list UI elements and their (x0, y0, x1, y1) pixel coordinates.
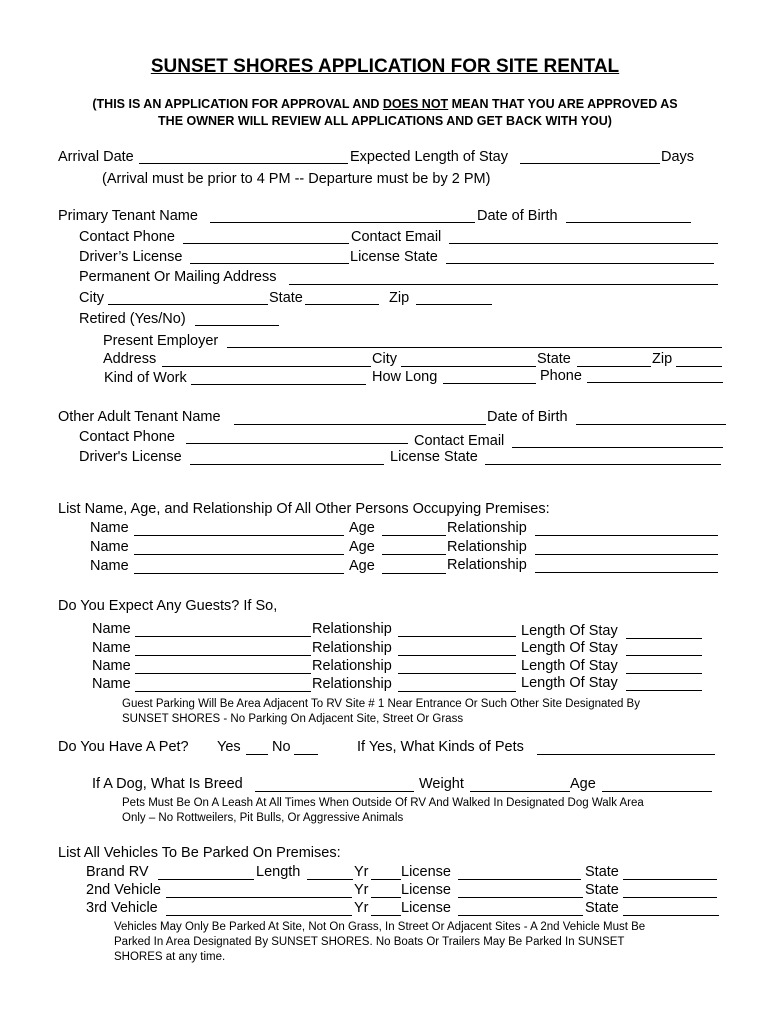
rv-state-label: State (585, 864, 619, 880)
guest-2-relationship-label: Relationship (312, 640, 392, 656)
other-license-label: Driver's License (79, 449, 182, 465)
guest-2-name-field[interactable] (135, 655, 311, 656)
guest-1-relationship-field[interactable] (398, 636, 516, 637)
occupant-3-relationship-label: Relationship (447, 557, 527, 573)
second-license-label: License (401, 882, 451, 898)
primary-license-label: Driver’s License (79, 249, 183, 265)
occupant-1-name-field[interactable] (134, 535, 344, 536)
vehicle-note-1: Vehicles May Only Be Parked At Site, Not On Grass, In Street Or Adjacent Sites - A 2nd Vehicle Must Be (114, 921, 646, 933)
brand-rv-field[interactable] (158, 879, 254, 880)
guest-3-length-field[interactable] (626, 673, 702, 674)
other-name-label: Other Adult Tenant Name (58, 409, 221, 425)
occupant-1-name-label: Name (90, 520, 129, 536)
occupant-2-name-field[interactable] (134, 554, 344, 555)
employer-state-label: State (537, 351, 571, 367)
guest-2-length-field[interactable] (626, 655, 702, 656)
primary-address-label: Permanent Or Mailing Address (79, 269, 277, 285)
guest-parking-note-1: Guest Parking Will Be Area Adjacent To RV Site # 1 Near Entrance Or Such Other Site Designated By (122, 698, 640, 710)
employer-phone-field[interactable] (587, 382, 723, 383)
other-license-field[interactable] (190, 464, 384, 465)
subtitle-post: MEAN THAT YOU ARE APPROVED AS (448, 97, 678, 111)
primary-dob-field[interactable] (566, 222, 691, 223)
employer-state-field[interactable] (577, 366, 651, 367)
primary-email-label: Contact Email (351, 229, 442, 245)
occupant-3-age-field[interactable] (382, 573, 446, 574)
occupant-2-age-label: Age (349, 539, 375, 555)
employer-address-field[interactable] (162, 366, 371, 367)
vehicle-note-3: SHORES at any time. (114, 951, 226, 963)
occupant-1-age-label: Age (349, 520, 375, 536)
other-email-label: Contact Email (414, 433, 505, 449)
second-yr-field[interactable] (371, 897, 401, 898)
guest-1-name-label: Name (92, 621, 131, 637)
employer-city-label: City (372, 351, 397, 367)
primary-dob-label: Date of Birth (477, 208, 558, 224)
primary-city-field[interactable] (108, 304, 268, 305)
form-subtitle-line2: THE OWNER WILL REVIEW ALL APPLICATIONS AND GET BACK WITH YOU) (158, 114, 612, 128)
pet-yes-label: Yes (217, 739, 241, 755)
occupants-heading: List Name, Age, and Relationship Of All Other Persons Occupying Premises: (58, 501, 550, 517)
pet-yes-field[interactable] (246, 754, 268, 755)
rv-state-field[interactable] (623, 879, 717, 880)
other-license-state-label: License State (390, 449, 478, 465)
brand-rv-label: Brand RV (86, 864, 149, 880)
third-vehicle-field[interactable] (166, 915, 352, 916)
primary-city-label: City (79, 290, 104, 306)
other-phone-field[interactable] (186, 443, 408, 444)
dog-weight-label: Weight (419, 776, 464, 792)
form-title: SUNSET SHORES APPLICATION FOR SITE RENTAL (150, 56, 620, 77)
subtitle-pre: (THIS IS AN APPLICATION FOR APPROVAL AND (92, 97, 383, 111)
second-state-label: State (585, 882, 619, 898)
dog-weight-field[interactable] (470, 791, 570, 792)
guest-3-relationship-label: Relationship (312, 658, 392, 674)
pet-question: Do You Have A Pet? (58, 739, 189, 755)
second-state-field[interactable] (623, 897, 717, 898)
guest-1-length-label: Length Of Stay (521, 623, 618, 639)
guest-2-relationship-field[interactable] (398, 655, 516, 656)
kind-of-work-label: Kind of Work (104, 370, 187, 386)
rv-yr-field[interactable] (371, 879, 401, 880)
other-email-field[interactable] (512, 447, 723, 448)
primary-license-field[interactable] (190, 263, 349, 264)
second-license-field[interactable] (458, 897, 583, 898)
guest-parking-note-2: SUNSET SHORES - No Parking On Adjacent Site, Street Or Grass (122, 713, 464, 725)
primary-email-field[interactable] (449, 243, 718, 244)
second-vehicle-label: 2nd Vehicle (86, 882, 161, 898)
primary-name-field[interactable] (210, 222, 475, 223)
primary-state-field[interactable] (305, 304, 379, 305)
employer-city-field[interactable] (401, 366, 536, 367)
occupant-3-name-label: Name (90, 558, 129, 574)
guest-2-length-label: Length Of Stay (521, 640, 618, 656)
rv-length-label: Length (256, 864, 301, 880)
employer-phone-label: Phone (540, 368, 582, 384)
arrival-date-field[interactable] (139, 163, 348, 164)
other-name-field[interactable] (234, 424, 486, 425)
kind-of-work-field[interactable] (191, 384, 366, 385)
form-subtitle (0, 96, 770, 112)
guest-1-relationship-label: Relationship (312, 621, 392, 637)
occupant-2-age-field[interactable] (382, 554, 446, 555)
vehicle-note-2: Parked In Area Designated By SUNSET SHORES. No Boats Or Trailers May Be Parked In SUNSET (114, 936, 625, 948)
pet-note-1: Pets Must Be On A Leash At All Times When Outside Of RV And Walked In Designated Dog Walk Area (122, 797, 644, 809)
primary-address-field[interactable] (289, 284, 718, 285)
third-state-label: State (585, 900, 619, 916)
pet-no-field[interactable] (294, 754, 318, 755)
guest-2-name-label: Name (92, 640, 131, 656)
pet-kinds-field[interactable] (537, 754, 715, 755)
employer-label: Present Employer (103, 333, 219, 349)
dog-breed-label: If A Dog, What Is Breed (92, 776, 243, 792)
vehicles-heading: List All Vehicles To Be Parked On Premises: (58, 845, 341, 861)
guest-3-relationship-field[interactable] (398, 673, 516, 674)
rv-yr-label: Yr (354, 864, 369, 880)
occupant-3-name-field[interactable] (134, 573, 344, 574)
third-state-field[interactable] (623, 915, 719, 916)
guest-4-length-field[interactable] (626, 690, 702, 691)
guest-4-name-field[interactable] (135, 691, 311, 692)
occupant-3-age-label: Age (349, 558, 375, 574)
primary-license-state-field[interactable] (446, 263, 714, 264)
rv-license-label: License (401, 864, 451, 880)
guest-4-relationship-label: Relationship (312, 676, 392, 692)
employer-zip-label: Zip (652, 351, 673, 367)
occupant-3-relationship-field[interactable] (535, 572, 718, 573)
days-label: Days (661, 149, 695, 165)
guest-1-length-field[interactable] (626, 638, 702, 639)
primary-name-label: Primary Tenant Name (58, 208, 198, 224)
other-phone-label: Contact Phone (79, 429, 175, 445)
guest-4-name-label: Name (92, 676, 131, 692)
guest-3-name-label: Name (92, 658, 131, 674)
primary-license-state-label: License State (350, 249, 438, 265)
primary-zip-label: Zip (389, 290, 410, 306)
retired-field[interactable] (195, 325, 279, 326)
rv-license-field[interactable] (458, 879, 581, 880)
occupant-2-relationship-label: Relationship (447, 539, 527, 555)
guest-1-name-field[interactable] (135, 636, 311, 637)
third-yr-label: Yr (354, 900, 369, 916)
how-long-field[interactable] (443, 383, 536, 384)
third-license-label: License (401, 900, 451, 916)
primary-phone-label: Contact Phone (79, 229, 175, 245)
second-vehicle-field[interactable] (166, 897, 352, 898)
third-license-field[interactable] (458, 915, 583, 916)
employer-address-label: Address (103, 351, 157, 367)
dog-age-label: Age (570, 776, 596, 792)
occupant-2-name-label: Name (90, 539, 129, 555)
expected-length-field[interactable] (520, 163, 660, 164)
occupant-1-relationship-field[interactable] (535, 535, 718, 536)
pet-kinds-label: If Yes, What Kinds of Pets (357, 739, 524, 755)
pet-note-2: Only – No Rottweilers, Pit Bulls, Or Aggressive Animals (122, 812, 404, 824)
arrival-date-label: Arrival Date (58, 149, 134, 165)
employer-field[interactable] (227, 347, 722, 348)
guests-heading: Do You Expect Any Guests? If So, (58, 598, 278, 614)
dog-breed-field[interactable] (255, 791, 414, 792)
occupant-2-relationship-field[interactable] (535, 554, 718, 555)
retired-label: Retired (Yes/No) (79, 311, 186, 327)
pet-no-label: No (272, 739, 291, 755)
guest-4-relationship-field[interactable] (398, 691, 516, 692)
guest-3-length-label: Length Of Stay (521, 658, 618, 674)
guest-3-name-field[interactable] (135, 673, 311, 674)
primary-zip-field[interactable] (416, 304, 492, 305)
third-yr-field[interactable] (371, 915, 401, 916)
second-yr-label: Yr (354, 882, 369, 898)
primary-state-label: State (269, 290, 303, 306)
subtitle-emphasis: DOES NOT (382, 97, 449, 111)
other-dob-field[interactable] (576, 424, 726, 425)
expected-length-label: Expected Length of Stay (350, 149, 508, 165)
third-vehicle-label: 3rd Vehicle (86, 900, 158, 916)
occupant-1-age-field[interactable] (382, 535, 446, 536)
occupant-1-relationship-label: Relationship (447, 520, 527, 536)
arrival-note: (Arrival must be prior to 4 PM -- Departure must be by 2 PM) (102, 171, 491, 187)
how-long-label: How Long (372, 369, 438, 385)
employer-zip-field[interactable] (676, 366, 722, 367)
guest-4-length-label: Length Of Stay (521, 675, 618, 691)
dog-age-field[interactable] (602, 791, 712, 792)
other-dob-label: Date of Birth (487, 409, 568, 425)
rv-length-field[interactable] (307, 879, 353, 880)
primary-phone-field[interactable] (183, 243, 349, 244)
other-license-state-field[interactable] (485, 464, 721, 465)
